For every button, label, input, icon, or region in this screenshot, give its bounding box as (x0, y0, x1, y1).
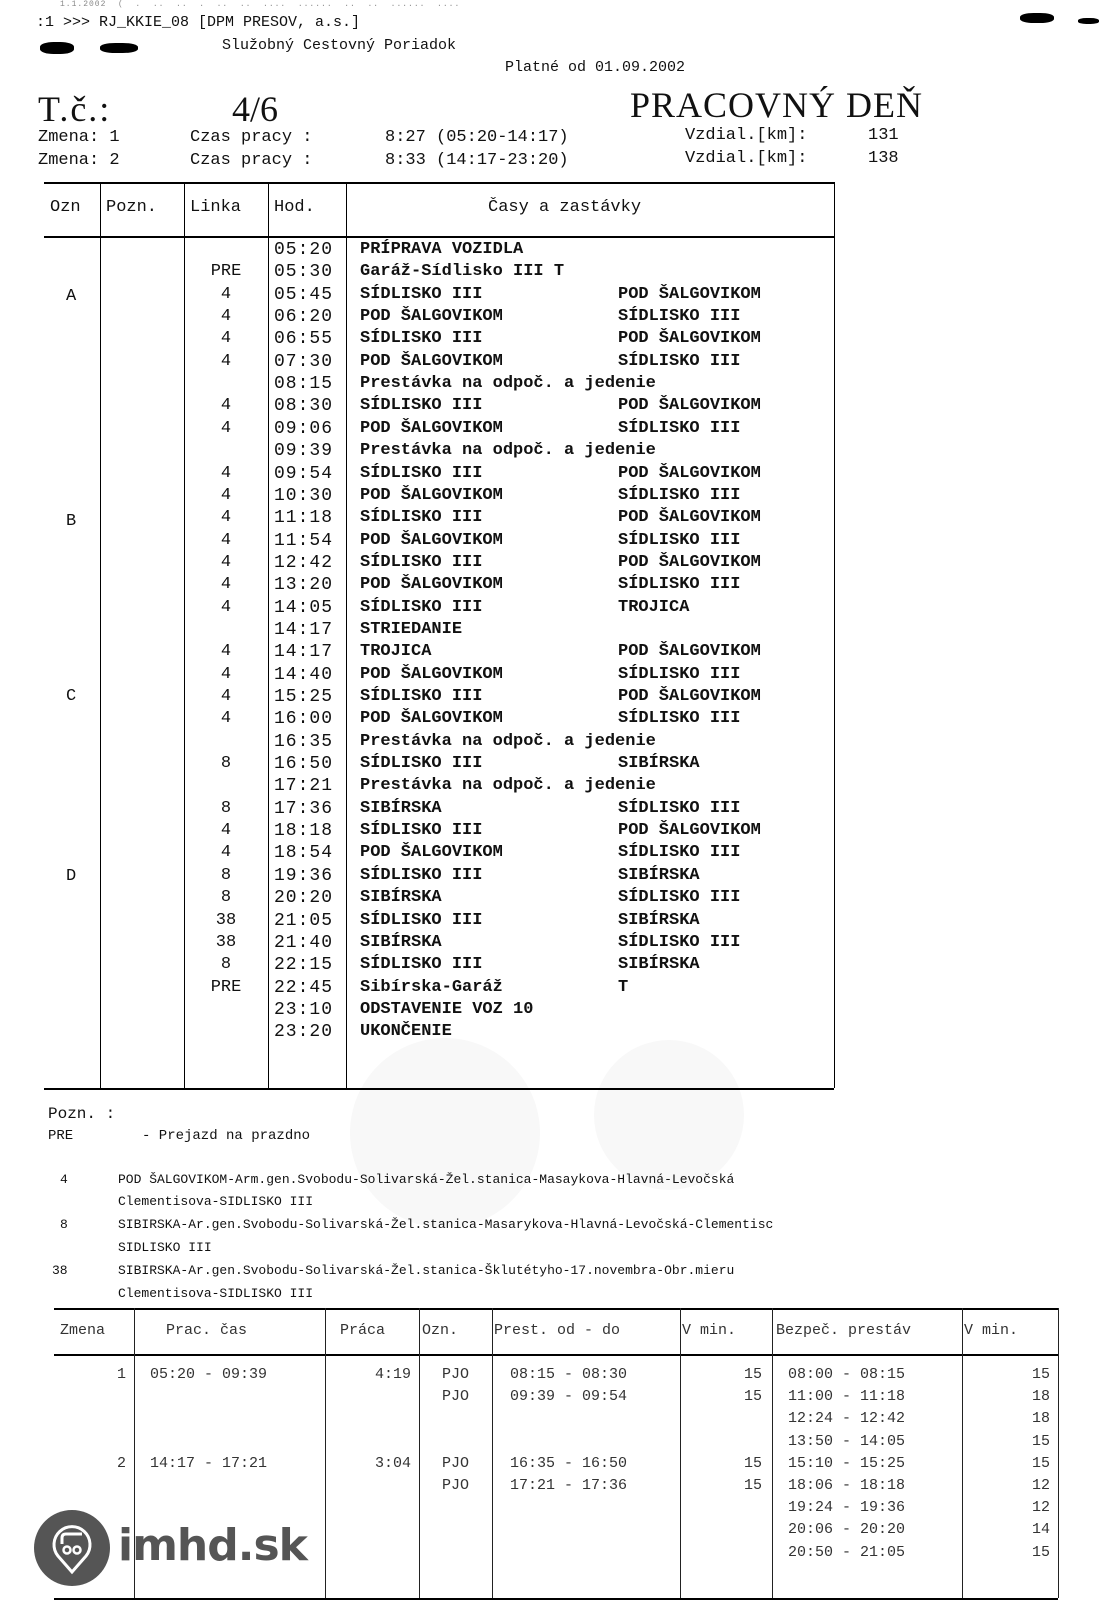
shift-label: Zmena: 2 (38, 151, 120, 170)
schedule-row (44, 911, 834, 934)
safety-break-minutes: 14 (1031, 1521, 1050, 1539)
route-description-cont: Clementisova-SIDLISKO III (118, 1194, 314, 1209)
shift-row (54, 1433, 1058, 1455)
departure-time: 18:54 (274, 843, 334, 864)
line-number: 4 (220, 821, 232, 841)
line-number: 8 (220, 955, 232, 975)
break-code: PJO (441, 1388, 469, 1406)
break-span: 16:35 - 16:50 (510, 1454, 628, 1472)
departure-time: 14:40 (274, 664, 334, 685)
table-right-border (834, 182, 835, 1088)
header-ozn: Ozn. (422, 1322, 459, 1339)
shift-table-header (54, 1308, 1058, 1356)
departure-time: 18:18 (274, 821, 334, 842)
schedule-row (44, 285, 834, 308)
stop-from: SIBÍRSKA (360, 888, 442, 908)
schedule-row (44, 866, 834, 889)
stop-from: POD ŠALGOVIKOM (360, 351, 503, 371)
block-label: D (66, 867, 77, 886)
departure-time: 05:45 (274, 284, 334, 305)
route-description: SIBIRSKA-Ar.gen.Svobodu-Solivarská-Žel.stanica-Šklutétyho-17.novembra-Obr.mieru (118, 1263, 735, 1278)
departure-time: 08:30 (274, 396, 334, 417)
safety-break-span: 18:06 - 18:18 (788, 1477, 906, 1494)
header-pozn: Pozn. (106, 198, 158, 217)
line-number: 4 (220, 687, 232, 706)
line-number: 4 (220, 709, 232, 729)
stop-from: SÍDLISKO III (360, 955, 483, 975)
stop-to: SÍDLISKO III (618, 530, 741, 550)
line-number: 8 (220, 754, 232, 774)
stop-from: SÍDLISKO III (360, 396, 483, 416)
event-text: ODSTAVENIE VOZ 10 (360, 999, 534, 1019)
line-number: 4 (220, 508, 232, 528)
stop-to: SÍDLISKO III (618, 888, 741, 908)
schedule-row (44, 821, 834, 844)
header-prest: Prest. od - do (494, 1322, 621, 1339)
redaction-mark (40, 42, 74, 54)
shift-row (54, 1455, 1058, 1477)
line-number: 8 (220, 888, 232, 908)
redaction-mark (1020, 13, 1054, 23)
schedule-row (44, 754, 834, 777)
shift-row (54, 1499, 1058, 1521)
work-time-value: 8:27 (05:20-14:17) (385, 128, 569, 147)
event-text: STRIEDANIE (360, 619, 463, 639)
stop-from: SÍDLISKO III (360, 687, 483, 706)
work-time-value: 8:33 (14:17-23:20) (385, 151, 569, 170)
departure-time: 14:17 (274, 619, 334, 640)
line-number: 8 (220, 865, 232, 885)
schedule-row (44, 732, 834, 755)
schedule-row (44, 709, 834, 732)
event-text: PRÍPRAVA VOZIDLA (360, 240, 524, 259)
break-code: PJO (441, 1366, 469, 1383)
departure-time: 11:18 (274, 508, 334, 529)
distance-value: 138 (868, 149, 899, 168)
stop-to: SÍDLISKO III (618, 575, 741, 595)
tc-label: T.č.: (38, 89, 112, 129)
departure-time: 14:05 (274, 597, 334, 618)
header-zmena: Zmena (60, 1322, 106, 1339)
stop-to: POD ŠALGOVIKOM (618, 821, 761, 841)
safety-break-minutes: 12 (1031, 1499, 1050, 1517)
schedule-row (44, 486, 834, 509)
stop-from: TROJICA (360, 642, 432, 662)
schedule-row (44, 262, 834, 285)
safety-break-minutes: 18 (1031, 1410, 1050, 1428)
schedule-row (44, 598, 834, 621)
schedule-row (44, 1000, 834, 1023)
safety-break-minutes: 15 (1031, 1432, 1050, 1450)
stop-from: SÍDLISKO III (360, 463, 483, 483)
stop-to: SIBÍRSKA (618, 754, 700, 774)
safety-break-span: 15:10 - 15:25 (788, 1454, 906, 1472)
schedule-row (44, 888, 834, 911)
header-hod: Hod. (274, 198, 315, 217)
stop-to: POD ŠALGOVIKOM (618, 463, 761, 483)
header-ozn: Ozn (50, 198, 81, 217)
schedule-row (44, 329, 834, 352)
line-number: 4 (220, 843, 232, 863)
route-description-cont: SIDLISKO III (118, 1240, 212, 1255)
schedule-row (44, 665, 834, 688)
stop-from: SÍDLISKO III (360, 865, 483, 885)
route-description: SIBIRSKA-Ar.gen.Svobodu-Solivarská-Žel.stanica-Masarykova-Hlavná-Levočská-Clementisc (118, 1217, 774, 1232)
line-number: 4 (220, 597, 232, 617)
departure-time: 21:05 (274, 910, 334, 931)
stop-to: SÍDLISKO III (618, 932, 741, 952)
stop-from: POD ŠALGOVIKOM (360, 709, 503, 729)
safety-break-span: 11:00 - 11:18 (788, 1388, 906, 1406)
safety-break-span: 19:24 - 19:36 (788, 1499, 906, 1517)
watermark-circle (594, 1040, 744, 1190)
departure-time: 16:35 (274, 731, 334, 752)
departure-time: 11:54 (274, 530, 334, 551)
stop-to: POD ŠALGOVIKOM (618, 552, 761, 572)
scan-noise-line: 1.1.2002 ( . .. .. . .. .. .... ...... .. .. ...... .... (60, 0, 461, 9)
line-number: 4 (220, 575, 232, 595)
route-line-number: 4 (60, 1172, 68, 1187)
day-type: PRACOVNÝ DEŇ (630, 85, 924, 125)
shift-number: 1 (116, 1366, 126, 1383)
stop-to: SIBÍRSKA (618, 910, 700, 930)
safety-break-span: 20:50 - 21:05 (788, 1543, 906, 1561)
stop-to: POD ŠALGOVIKOM (618, 508, 761, 528)
stop-to: SÍDLISKO III (618, 485, 741, 505)
header-vmin: V min. (682, 1322, 737, 1339)
schedule-row (44, 843, 834, 866)
schedule-row (44, 687, 834, 710)
stop-to: SÍDLISKO III (618, 418, 741, 438)
shift-label: Zmena: 1 (38, 128, 120, 147)
stop-from: SÍDLISKO III (360, 552, 483, 572)
safety-break-minutes: 12 (1031, 1477, 1050, 1494)
line-number: 4 (220, 284, 232, 304)
safety-break-span: 20:06 - 20:20 (788, 1521, 906, 1539)
stop-to: SÍDLISKO III (618, 843, 741, 863)
line-number: 4 (220, 530, 232, 550)
break-minutes: 15 (743, 1454, 762, 1472)
stop-from: POD ŠALGOVIKOM (360, 575, 503, 595)
schedule-row (44, 955, 834, 978)
valid-from: Platné od 01.09.2002 (505, 59, 686, 76)
event-text: Prestávka na odpoč. a jedenie (360, 374, 656, 394)
distance-label: Vzdial.[km]: (685, 149, 808, 168)
schedule-row (44, 419, 834, 442)
stop-from: SÍDLISKO III (360, 597, 483, 617)
break-span: 08:15 - 08:30 (510, 1366, 628, 1383)
document-header-id: :1 >>> RJ_KKIE_08 [DPM PRESOV, a.s.] (36, 14, 361, 31)
table-right-border (1058, 1308, 1059, 1598)
work-duration: 4:19 (374, 1366, 411, 1383)
stop-to: POD ŠALGOVIKOM (618, 329, 761, 349)
shift-row (54, 1477, 1058, 1499)
schedule-row (44, 441, 834, 464)
stop-from: SÍDLISKO III (360, 754, 483, 774)
schedule-row (44, 1022, 834, 1045)
schedule-row (44, 978, 834, 1001)
departure-time: 09:54 (274, 463, 334, 484)
safety-break-minutes: 15 (1031, 1543, 1050, 1561)
event-text: Prestávka na odpoč. a jedenie (360, 441, 656, 461)
schedule-row (44, 642, 834, 665)
header-prac-cas: Prac. čas (166, 1322, 248, 1339)
stop-to: POD ŠALGOVIKOM (618, 284, 761, 304)
document-title: Služobný Cestovný Poriadok (222, 37, 457, 54)
schedule-row (44, 240, 834, 263)
line-number: 4 (220, 396, 232, 416)
work-time-label: Czas pracy : (190, 128, 313, 147)
departure-time: 15:25 (274, 687, 334, 707)
notes-title: Pozn. : (48, 1105, 116, 1123)
work-duration: 3:04 (374, 1454, 411, 1472)
departure-time: 14:17 (274, 642, 334, 663)
stop-from: SÍDLISKO III (360, 284, 483, 304)
safety-break-span: 08:00 - 08:15 (788, 1366, 906, 1383)
safety-break-span: 13:50 - 14:05 (788, 1432, 906, 1450)
shift-row (54, 1410, 1058, 1432)
header-casy: Časy a zastávky (488, 198, 642, 217)
departure-time: 06:20 (274, 307, 334, 328)
departure-time: 17:36 (274, 798, 334, 819)
departure-time: 19:36 (274, 865, 334, 886)
departure-time: 05:30 (274, 262, 334, 283)
departure-time: 21:40 (274, 932, 334, 953)
departure-time: 22:15 (274, 955, 334, 976)
safety-break-minutes: 18 (1031, 1388, 1050, 1406)
stop-to: T (618, 977, 629, 997)
schedule-row (44, 575, 834, 598)
block-label: A (66, 287, 77, 306)
distance-label: Vzdial.[km]: (685, 126, 808, 145)
departure-time: 09:39 (274, 441, 334, 462)
schedule-row (44, 396, 834, 419)
header-vmin-2: V min. (964, 1322, 1019, 1339)
stop-from: SÍDLISKO III (360, 821, 483, 841)
departure-time: 23:10 (274, 999, 334, 1020)
schedule-row (44, 620, 834, 643)
departure-time: 23:20 (274, 1022, 334, 1043)
safety-break-minutes: 15 (1031, 1454, 1050, 1472)
stop-to: SIBÍRSKA (618, 955, 700, 975)
schedule-row (44, 933, 834, 956)
stop-to: POD ŠALGOVIKOM (618, 396, 761, 416)
route-line-number: 38 (52, 1263, 68, 1278)
shift-number: 2 (116, 1454, 126, 1472)
stop-to: SÍDLISKO III (618, 307, 741, 327)
stop-to: SÍDLISKO III (618, 709, 741, 729)
stop-from: Sibírska-Garáž (360, 977, 503, 997)
departure-time: 05:20 (274, 240, 334, 260)
shift-row (54, 1366, 1058, 1388)
stop-from: POD ŠALGOVIKOM (360, 485, 503, 505)
break-span: 17:21 - 17:36 (510, 1477, 628, 1494)
stop-from: POD ŠALGOVIKOM (360, 843, 503, 863)
header-bezpec: Bezpeč. prestáv (776, 1322, 912, 1339)
route-description: POD ŠALGOVIKOM-Arm.gen.Svobodu-Solivarská-Žel.stanica-Masaykova-Hlavná-Levočská (118, 1172, 735, 1187)
line-number: 4 (220, 307, 232, 327)
break-span: 09:39 - 09:54 (510, 1388, 628, 1406)
stop-from: SIBÍRSKA (360, 798, 442, 818)
departure-time: 10:30 (274, 485, 334, 506)
schedule-row (44, 799, 834, 822)
work-span: 14:17 - 17:21 (150, 1454, 268, 1472)
stop-from: POD ŠALGOVIKOM (360, 530, 503, 550)
route-description-cont: Clementisova-SIDLISKO III (118, 1286, 314, 1301)
note-code: PRE (48, 1128, 74, 1144)
schedule-row (44, 508, 834, 531)
line-number: 4 (220, 642, 232, 662)
block-label: C (66, 687, 77, 706)
departure-time: 13:20 (274, 575, 334, 596)
redaction-mark (100, 43, 138, 53)
schedule-row (44, 464, 834, 487)
safety-break-minutes: 15 (1031, 1366, 1050, 1383)
stop-from: POD ŠALGOVIKOM (360, 418, 503, 438)
table-bottom-border (44, 1088, 834, 1090)
stop-from: SÍDLISKO III (360, 329, 483, 349)
break-minutes: 15 (743, 1388, 762, 1406)
schedule-row (44, 531, 834, 554)
header-linka: Linka (190, 198, 242, 217)
event-text: Prestávka na odpoč. a jedenie (360, 776, 656, 796)
break-code: PJO (441, 1477, 469, 1494)
departure-time: 08:15 (274, 374, 334, 395)
line-number: 4 (220, 329, 232, 349)
stop-from: SÍDLISKO III (360, 910, 483, 930)
work-time-label: Czas pracy : (190, 151, 313, 170)
departure-time: 12:42 (274, 552, 334, 573)
distance-value: 131 (868, 126, 899, 145)
schedule-row (44, 352, 834, 375)
line-number: 8 (220, 798, 232, 818)
line-number: 4 (220, 463, 232, 483)
brand-logo-text: imhd.sk (118, 1520, 307, 1571)
schedule-row (44, 776, 834, 799)
departure-time: 06:55 (274, 329, 334, 350)
departure-time: 17:21 (274, 776, 334, 797)
line-number: 4 (220, 485, 232, 505)
shift-table-bottom-border (54, 1598, 1058, 1600)
schedule-table-header (44, 182, 834, 238)
break-minutes: 15 (743, 1477, 762, 1494)
stop-to: POD ŠALGOVIKOM (618, 642, 761, 662)
line-number: PRE (210, 262, 242, 282)
stop-from: POD ŠALGOVIKOM (360, 307, 503, 327)
departure-time: 16:50 (274, 754, 334, 775)
departure-time: 22:45 (274, 977, 334, 998)
note-text: - Prejazd na prazdno (142, 1128, 311, 1144)
line-number: 4 (220, 664, 232, 684)
line-number: 38 (215, 932, 237, 952)
stop-to: SÍDLISKO III (618, 798, 741, 818)
schedule-row (44, 374, 834, 397)
stop-from: SÍDLISKO III (360, 508, 483, 528)
stop-to: SÍDLISKO III (618, 664, 741, 684)
stop-to: POD ŠALGOVIKOM (618, 687, 761, 706)
line-number: PRE (210, 977, 242, 997)
stop-from: SIBÍRSKA (360, 932, 442, 952)
shift-row (54, 1388, 1058, 1410)
break-code: PJO (441, 1454, 469, 1472)
line-number: 4 (220, 351, 232, 371)
departure-time: 07:30 (274, 351, 334, 372)
departure-time: 09:06 (274, 418, 334, 439)
event-text: Prestávka na odpoč. a jedenie (360, 731, 656, 751)
stop-to: SÍDLISKO III (618, 351, 741, 371)
event-text: Garáž-Sídlisko III T (360, 262, 565, 282)
break-minutes: 15 (743, 1366, 762, 1383)
line-number: 38 (215, 910, 237, 930)
stop-to: TROJICA (618, 597, 690, 617)
stop-to: SIBÍRSKA (618, 865, 700, 885)
tc-value: 4/6 (232, 89, 279, 129)
line-number: 4 (220, 418, 232, 438)
bus-pin-icon (34, 1510, 110, 1586)
schedule-row (44, 307, 834, 330)
block-label: B (66, 512, 77, 531)
event-text: UKONČENIE (360, 1022, 452, 1042)
departure-time: 20:20 (274, 888, 334, 909)
redaction-mark (1078, 18, 1099, 24)
departure-time: 16:00 (274, 709, 334, 730)
header-praca: Práca (340, 1322, 386, 1339)
safety-break-span: 12:24 - 12:42 (788, 1410, 906, 1428)
stop-from: POD ŠALGOVIKOM (360, 664, 503, 684)
watermark-circle (350, 1038, 540, 1228)
schedule-row (44, 553, 834, 576)
line-number: 4 (220, 552, 232, 572)
route-line-number: 8 (60, 1217, 68, 1232)
work-span: 05:20 - 09:39 (150, 1366, 268, 1383)
